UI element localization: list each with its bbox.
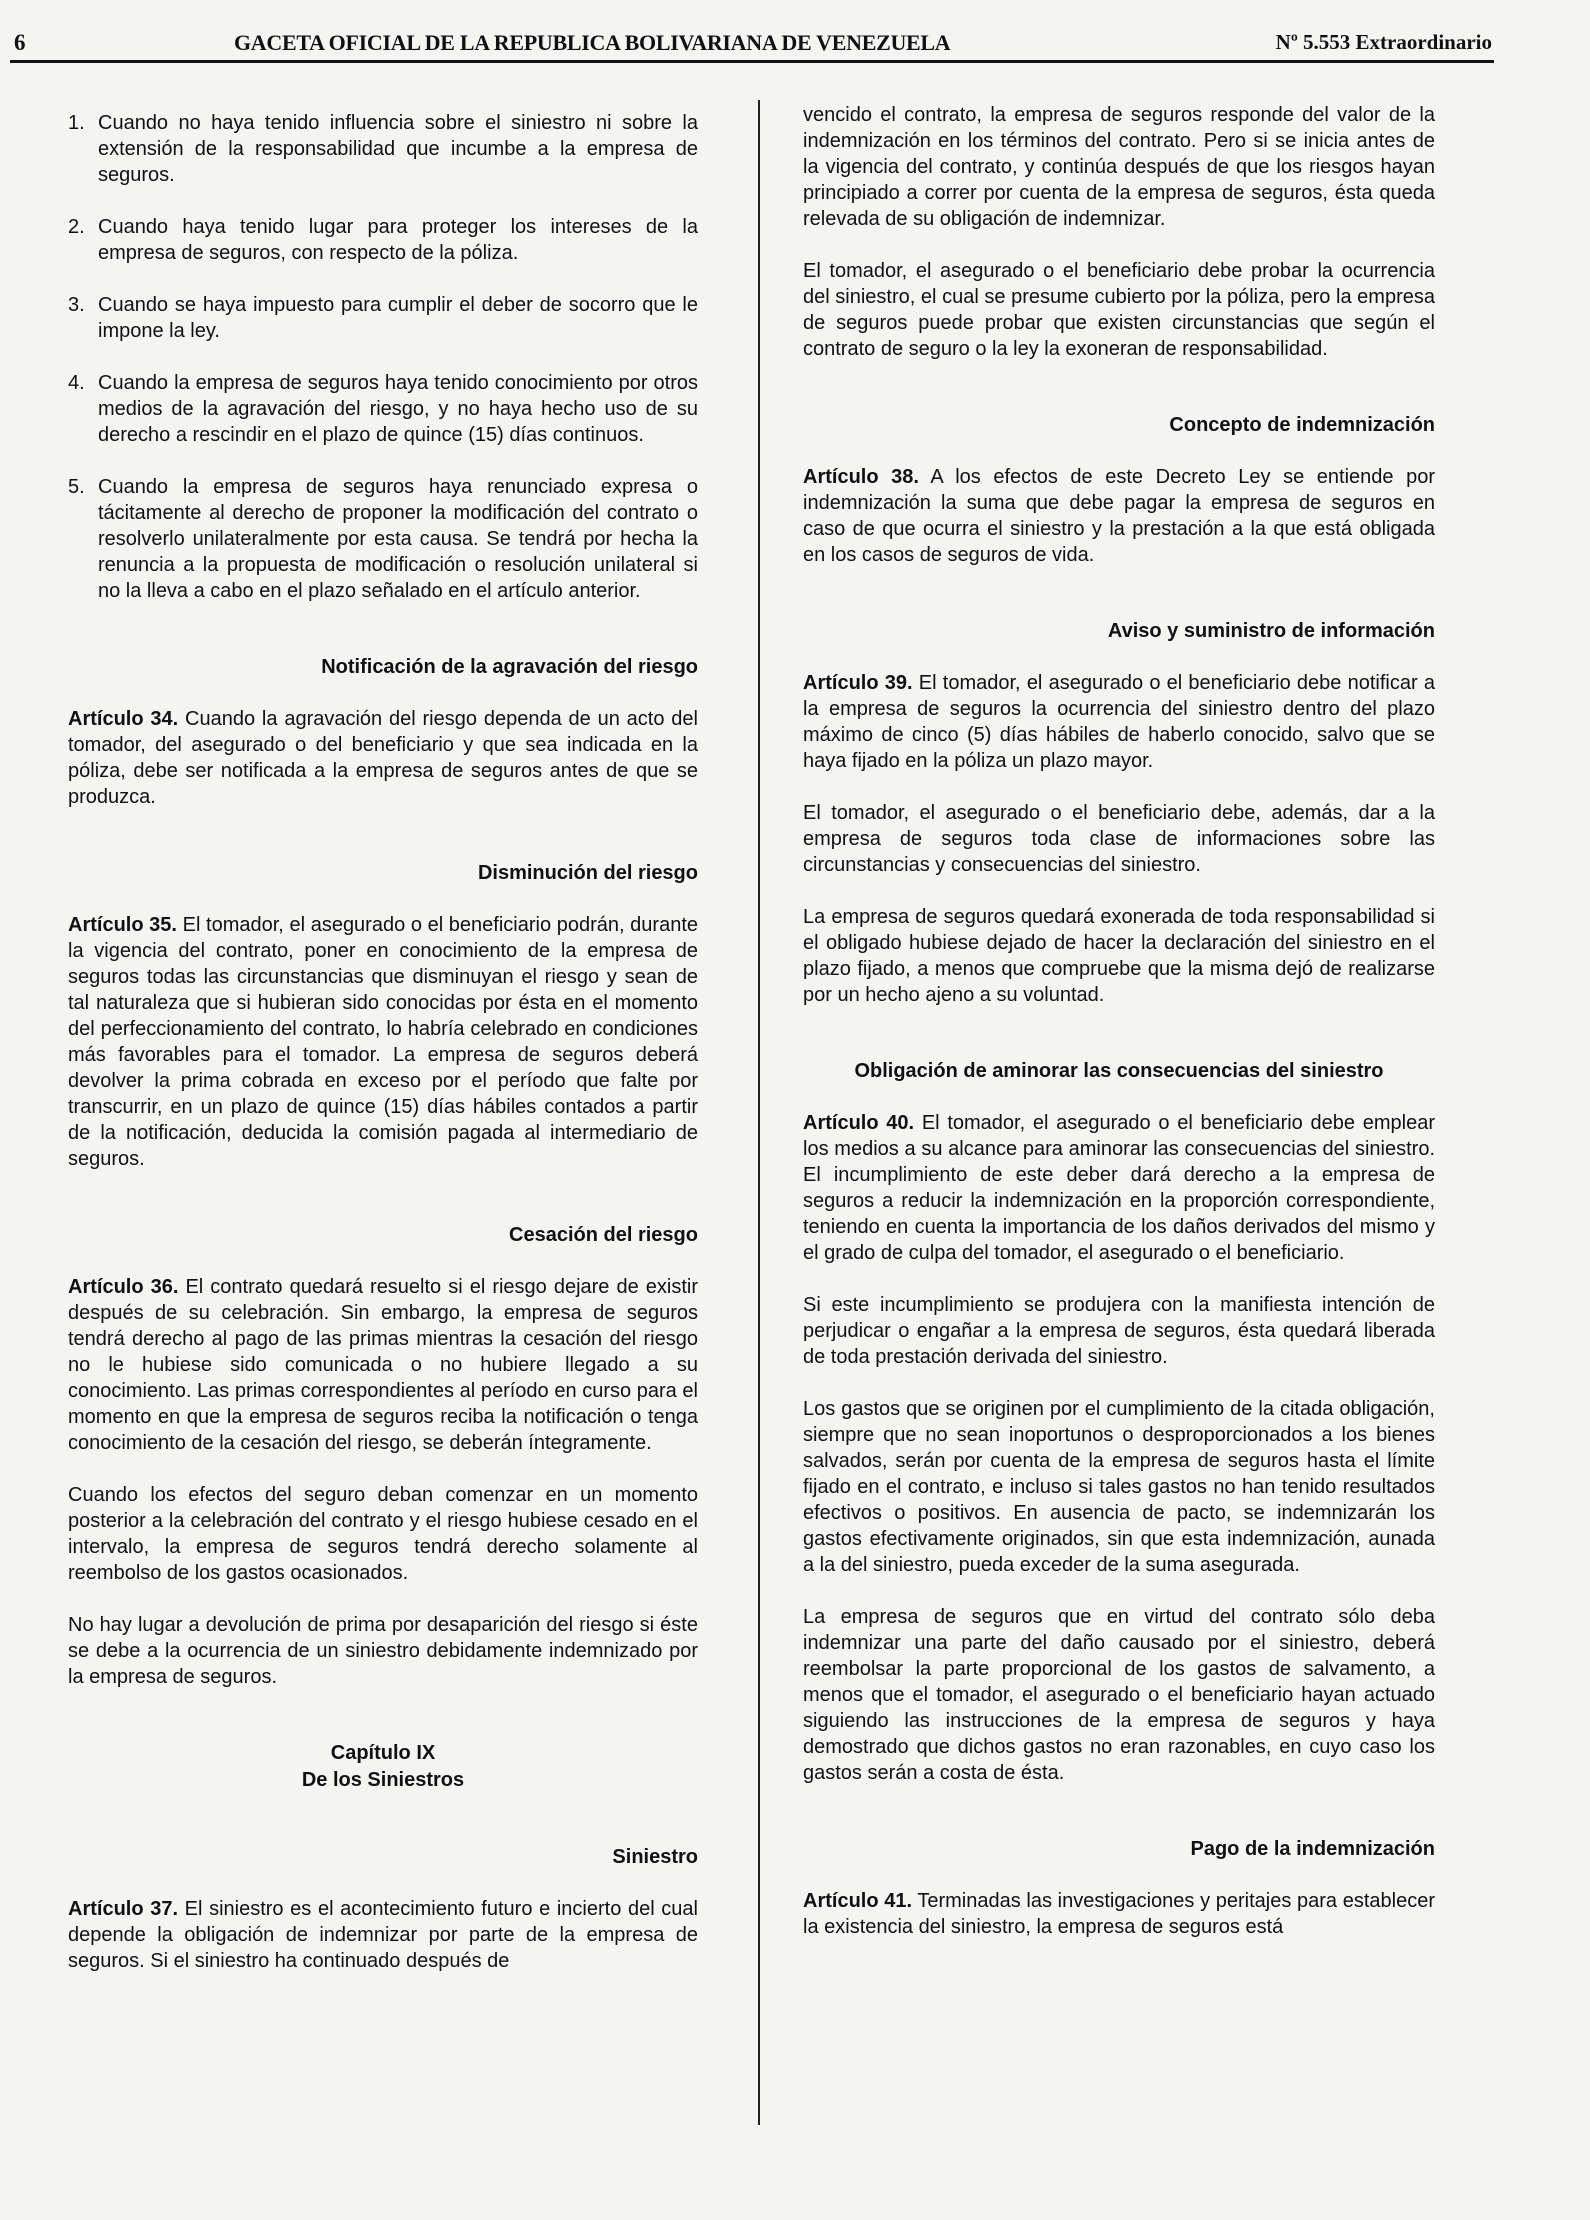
- paragraph: Los gastos que se originen por el cumplimiento de la citada obligación, siempre que no sean inoportunos o desproporcionados a los bienes salvados, serán por cuenta de la empresa de seguros hasta el límite fijado en el contrato, e incluso si tales gastos no han tenido resultados efectivos o positivos. En ausencia de pacto, se indemnizarán los gastos efectivamente originados, sin que esta indemnización, aunada a la del siniestro, pueda exceder de la suma asegurada.: [803, 1398, 1435, 1576]
- list-item: 2. Cuando haya tenido lugar para proteger los intereses de la empresa de seguros, con respecto de la póliza.: [68, 216, 698, 264]
- list-item: 5. Cuando la empresa de seguros haya renunciado expresa o tácitamente al derecho de proponer la modificación del contrato o resolverlo unilateralmente por esta causa. Se tendrá por hecha la renuncia a la propuesta de modificación o resolución unilateral si no la lleva a cabo en el plazo señalado en el artículo anterior.: [68, 476, 698, 602]
- section-heading: Notificación de la agravación del riesgo: [321, 656, 698, 678]
- paragraph: vencido el contrato, la empresa de seguros responde del valor de la indemnización en los términos del contrato. Pero si se inicia antes de la vigencia del contrato, y continúa después de que los riesgos hayan principiado a correr por cuenta de la empresa de seguros, ésta queda relevada de su obligación de indemnizar.: [803, 104, 1435, 230]
- article-37: Artículo 37. El siniestro es el acontecimiento futuro e incierto del cual depende la obligación de indemnizar por parte de la empresa de seguros. Si el siniestro ha continuado después de: [68, 1898, 698, 1972]
- paragraph: El tomador, el asegurado o el beneficiario debe probar la ocurrencia del siniestro, el cual se presume cubierto por la póliza, pero la empresa de seguros puede probar que existen circunstancias que según el contrato de seguro o la ley la exoneran de responsabilidad.: [803, 260, 1435, 360]
- paragraph: Si este incumplimiento se produjera con la manifiesta intención de perjudicar o engañar a la empresa de seguros, ésta quedará liberada de toda prestación derivada del siniestro.: [803, 1294, 1435, 1368]
- section-heading: Cesación del riesgo: [509, 1224, 698, 1246]
- paragraph: Cuando los efectos del seguro deban comenzar en un momento posterior a la celebración del contrato y el riesgo hubiese cesado en el intervalo, la empresa de seguros tendrá derecho solamente al reembolso de los gastos ocasionados.: [68, 1484, 698, 1584]
- section-heading: Aviso y suministro de información: [1107, 620, 1435, 642]
- list-item: 1. Cuando no haya tenido influencia sobre el siniestro ni sobre la extensión de la responsabilidad que incumbe a la empresa de seguros.: [68, 112, 698, 186]
- gazette-title: GACETA OFICIAL DE LA REPUBLICA BOLIVARIANA DE VENEZUELA: [234, 30, 951, 55]
- article-40: Artículo 40. El tomador, el asegurado o el beneficiario debe emplear los medios a su alcance para aminorar las consecuencias del siniestro. El incumplimiento de este deber dará derecho a la empresa de seguros a reducir la indemnización en la proporción correspondiente, teniendo en cuenta la importancia de los daños derivados del mismo y el grado de culpa del tomador, el asegurado o el beneficiario.: [803, 1112, 1435, 1264]
- page-header: [14, 30, 1492, 64]
- section-heading: Concepto de indemnización: [1169, 414, 1435, 436]
- paragraph: La empresa de seguros que en virtud del contrato sólo deba indemnizar una parte del daño causado por el siniestro, deberá reembolsar la parte proporcional de los gastos de salvamento, a menos que el tomador, el asegurado o el beneficiario hayan actuado siguiendo las instrucciones de la empresa de seguros y haya demostrado que dichos gastos no eran razonables, en cuyo caso los gastos serán a costa de ésta.: [803, 1606, 1435, 1784]
- article-41: Artículo 41. Terminadas las investigaciones y peritajes para establecer la existencia del siniestro, la empresa de seguros está: [803, 1890, 1435, 1938]
- section-heading: Obligación de aminorar las consecuencias del siniestro: [854, 1060, 1384, 1082]
- article-35: Artículo 35. El tomador, el asegurado o el beneficiario podrán, durante la vigencia del contrato, poner en conocimiento de la empresa de seguros todas las circunstancias que disminuyan el riesgo y sean de tal naturaleza que si hubieran sido conocidas por ésta en el momento del perfeccionamiento del contrato, lo habría celebrado en condiciones más favorables para el tomador. La empresa de seguros deberá devolver la prima cobrada en exceso por el período que falte por transcurrir, en un plazo de quince (15) días hábiles contados a partir de la notificación, deducida la comisión pagada al intermediario de seguros.: [68, 914, 699, 1170]
- section-heading: Disminución del riesgo: [477, 862, 698, 884]
- article-38: Artículo 38. A los efectos de este Decreto Ley se entiende por indemnización la suma que debe pagar la empresa de seguros en caso de que ocurra el siniestro y la prestación a la que está obligada en los casos de seguros de vida.: [803, 466, 1435, 566]
- paragraph: La empresa de seguros quedará exonerada de toda responsabilidad si el obligado hubiese dejado de hacer la declaración del siniestro en el plazo fijado, a menos que compruebe que la misma dejó de realizarse por un hecho ajeno a su voluntad.: [803, 906, 1435, 1006]
- paragraph: El tomador, el asegurado o el beneficiario debe, además, dar a la empresa de seguros toda clase de informaciones sobre las circunstancias y consecuencias del siniestro.: [803, 802, 1435, 876]
- right-column: [803, 104, 1435, 1966]
- list-item: 3. Cuando se haya impuesto para cumplir el deber de socorro que le impone la ley.: [68, 294, 698, 342]
- paragraph: No hay lugar a devolución de prima por desaparición del riesgo si éste se debe a la ocurrencia de un siniestro debidamente indemnizado por la empresa de seguros.: [68, 1614, 698, 1688]
- header-rule: [10, 60, 1494, 63]
- article-39: Artículo 39. El tomador, el asegurado o el beneficiario debe notificar a la empresa de seguros la ocurrencia del siniestro dentro del plazo máximo de cinco (5) días hábiles de haberlo conocido, salvo que se haya fijado en la póliza un plazo mayor.: [803, 672, 1435, 772]
- article-36: Artículo 36. El contrato quedará resuelto si el riesgo dejare de existir después de su celebración. Sin embargo, la empresa de seguros tendrá derecho al pago de las primas mientras la cesación del riesgo no le hubiese sido comunicada o no hubiere llegado a su conocimiento. Las primas correspondientes al período en curso para el momento en que la empresa de seguros reciba la notificación o tenga conocimiento de la cesación del riesgo, se deberán íntegramente.: [68, 1276, 698, 1454]
- section-heading: Pago de la indemnización: [1190, 1838, 1435, 1860]
- section-heading: Siniestro: [612, 1846, 698, 1868]
- issue-number: Nº 5.553 Extraordinario: [1275, 30, 1492, 54]
- page-number: 6: [14, 30, 26, 55]
- article-34: Artículo 34. Cuando la agravación del riesgo dependa de un acto del tomador, del asegurado o del beneficiario y que sea indicada en la póliza, debe ser notificada a la empresa de seguros antes de que se produzca.: [68, 708, 698, 808]
- chapter-heading: Capítulo IX De los Siniestros: [301, 1742, 465, 1791]
- list-item: 4. Cuando la empresa de seguros haya tenido conocimiento por otros medios de la agravación del riesgo, y no haya hecho uso de su derecho a rescindir en el plazo de quince (15) días continuos.: [68, 372, 698, 446]
- column-divider: [758, 100, 760, 2125]
- left-column: [68, 110, 698, 2000]
